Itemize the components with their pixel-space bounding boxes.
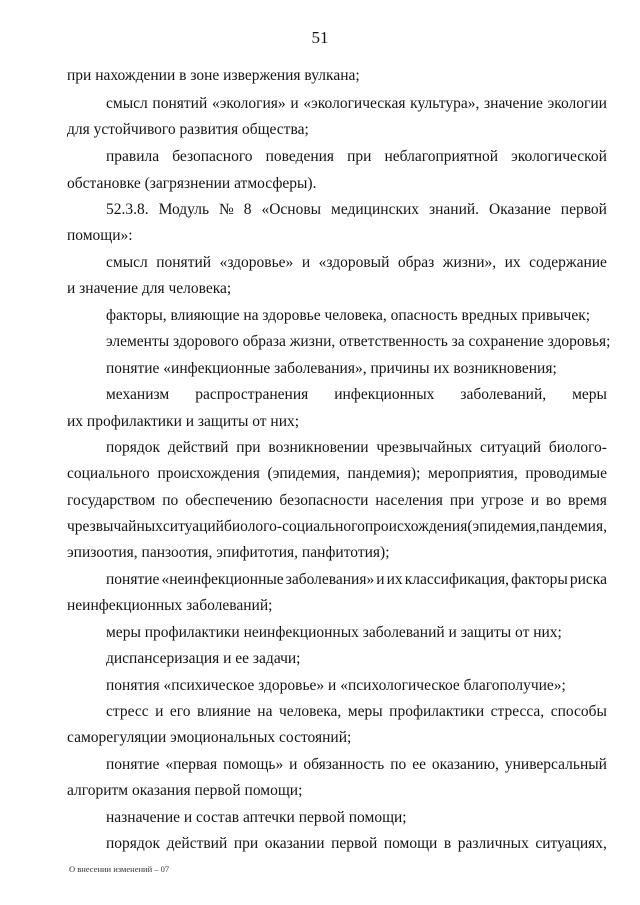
word: биолого- (548, 439, 607, 456)
word: чрезвычайных (376, 439, 473, 456)
word: населения (375, 492, 443, 509)
word: время (568, 492, 607, 509)
word: понятие (106, 571, 160, 588)
text-line (106, 200, 607, 220)
word: смысл (106, 95, 148, 112)
text-line: диспансеризация и ее задачи; (106, 650, 301, 667)
word: заболевания» (285, 571, 375, 588)
word: влияние (197, 703, 251, 720)
word: на (257, 703, 273, 720)
word: культура», (410, 95, 480, 112)
word: «экологическая (303, 95, 406, 112)
word: стресса, (490, 703, 545, 720)
word: «Основы (261, 201, 322, 218)
word: понятий (156, 254, 212, 271)
text-line: алгоритм оказания первой помощи; (67, 782, 303, 799)
word: возникновении (268, 439, 369, 456)
word: факторы (511, 571, 568, 588)
word: ситуациях, (535, 835, 607, 852)
text-line (106, 385, 607, 405)
text-line: неинфекционных заболеваний; (67, 597, 273, 614)
text-line: меры профилактики неинфекционных заболеваний и защиты от них; (106, 624, 562, 641)
word: чрезвычайных (67, 518, 163, 535)
word: порядок (106, 835, 161, 852)
text-line: помощи»: (67, 227, 133, 244)
word: стресс (106, 703, 149, 720)
text-line (106, 438, 607, 458)
word: и (289, 756, 298, 773)
word: правила (106, 148, 160, 165)
text-line (106, 147, 607, 167)
text-line: их профилактики и защиты от них; (67, 413, 300, 430)
word: «неинфекционные (161, 571, 284, 588)
word: способы (550, 703, 607, 720)
word: различных (457, 835, 529, 852)
text-line (106, 570, 607, 590)
text-line (106, 834, 607, 854)
word: профилактики (389, 703, 485, 720)
word: неблагоприятной (384, 148, 499, 165)
word: пандемия, (539, 518, 607, 535)
word: Оказание (489, 201, 551, 218)
word: его (169, 703, 191, 720)
word: безопасности (279, 492, 369, 509)
word: при (233, 835, 259, 852)
word: биолого-социального (223, 518, 365, 535)
text-line: для устойчивого развития общества; (67, 121, 309, 138)
word: обязанность (303, 756, 385, 773)
word: пандемия); (347, 465, 421, 482)
word: ситуаций (162, 518, 224, 535)
text-line: назначение и состав аптечки первой помощи; (106, 809, 407, 826)
word: мероприятия, (428, 465, 518, 482)
word: «здоровье» (219, 254, 294, 271)
word: помощи (383, 835, 438, 852)
word: меры (572, 386, 607, 403)
word: медицинских (331, 201, 420, 218)
word: «первая (165, 756, 218, 773)
word: обеспечению (185, 492, 273, 509)
word: риска (569, 571, 607, 588)
word: универсальный (504, 756, 607, 773)
word: во (546, 492, 562, 509)
text-line (67, 491, 607, 511)
word: классификация, (404, 571, 510, 588)
text-line: обстановке (загрязнении атмосферы). (67, 175, 317, 192)
text-line (106, 755, 607, 775)
word: 52.3.8. (106, 201, 149, 218)
word: человека, (278, 703, 342, 720)
word: понятий (152, 95, 208, 112)
word: инфекционных (334, 386, 435, 403)
word: и (376, 571, 385, 588)
word: действий (167, 439, 229, 456)
text-line: эпизоотия, панзоотия, эпифитотия, панфитотия); (67, 544, 390, 561)
text-line: и значение для человека; (67, 280, 232, 297)
word: «здоровый (318, 254, 390, 271)
word: заболеваний, (460, 386, 547, 403)
word: жизни», (442, 254, 497, 271)
text-line: саморегуляции эмоциональных состояний; (67, 729, 352, 746)
word: механизм (106, 386, 170, 403)
text-line: при нахождении в зоне извержения вулкана; (67, 67, 360, 84)
word: при (236, 439, 261, 456)
text-line: элементы здорового образа жизни, ответственность за сохранение здоровья; (106, 333, 611, 350)
word: по (390, 756, 407, 773)
word: в (443, 835, 452, 852)
word: государством (67, 492, 156, 509)
word: знаний. (428, 201, 480, 218)
text-line (67, 517, 607, 537)
word: при (449, 492, 475, 509)
word: действий (166, 835, 228, 852)
word: смысл (106, 254, 148, 271)
page-number: 51 (311, 28, 329, 47)
text-line: понятия «психическое здоровье» и «психологическое благополучие»; (106, 677, 566, 694)
word: происхождения (364, 518, 468, 535)
word: угрозе (481, 492, 524, 509)
word: при (347, 148, 372, 165)
word: их (386, 571, 403, 588)
word: оказании (264, 835, 325, 852)
word: социального (67, 465, 150, 482)
word: первой (331, 835, 378, 852)
word: ее (412, 756, 426, 773)
word: порядок (106, 439, 161, 456)
word: происхождения (157, 465, 260, 482)
word: помощь» (223, 756, 284, 773)
word: Модуль (158, 201, 210, 218)
text-line (67, 464, 607, 484)
word: их (504, 254, 521, 271)
word: и (301, 254, 311, 271)
word: «экология» (211, 95, 286, 112)
text-line (106, 253, 607, 273)
word: по (162, 492, 179, 509)
word: меры (347, 703, 383, 720)
word: экологии (547, 95, 607, 112)
word: проводимые (525, 465, 607, 482)
text-line: факторы, влияющие на здоровье человека, опасность вредных привычек; (106, 307, 591, 324)
page-footer: О внесении изменений – 07 (69, 864, 170, 874)
text-line (106, 94, 607, 114)
word: и (155, 703, 164, 720)
word: и (290, 95, 299, 112)
text-line (106, 702, 607, 722)
word: 8 (243, 201, 252, 218)
word: ситуаций (480, 439, 542, 456)
text-line: понятие «инфекционные заболевания», причины их возникновения; (106, 360, 557, 377)
word: образ (397, 254, 435, 271)
word: и (530, 492, 540, 509)
word: первой (560, 201, 607, 218)
word: (эпидемия, (267, 465, 340, 482)
word: безопасного (172, 148, 253, 165)
word: содержание (529, 254, 607, 271)
word: поведения (265, 148, 335, 165)
word: понятие (106, 756, 160, 773)
word: № (219, 201, 234, 218)
word: экологической (511, 148, 607, 165)
word: (эпидемия, (467, 518, 540, 535)
word: оказанию, (431, 756, 499, 773)
word: распространения (195, 386, 309, 403)
word: значение (484, 95, 543, 112)
